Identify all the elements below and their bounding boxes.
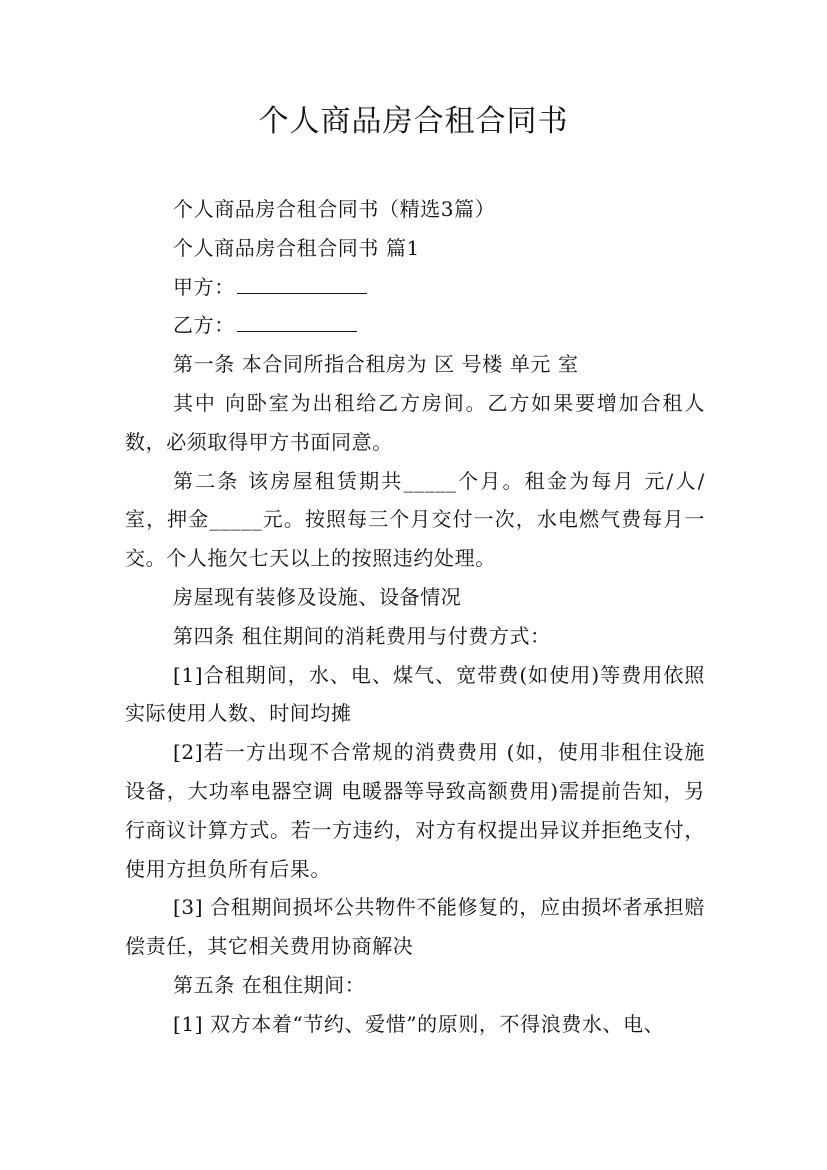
article-5-item-1: [1] 双方本着“节约、爱惜”的原则，不得浪费水、电、 — [173, 1011, 665, 1036]
party-b-line — [125, 306, 705, 345]
facilities-heading: 房屋现有装修及设施、设备情况 — [173, 584, 462, 609]
party-b-blank — [237, 313, 357, 332]
article-4-item-1: [1]合租期间，水、电、煤气、宽带费(如使用)等费用依照实际使用人数、时间均摊 — [125, 662, 705, 726]
article-4-item-3: [3] 合租期间损坏公共物件不能修复的，应由损坏者承担赔偿责任，其它相关费用协商解决 — [125, 895, 705, 959]
document-body — [125, 190, 705, 1044]
party-a-blank — [237, 275, 367, 294]
article-1-detail: 其中 向卧室为出租给乙方房间。乙方如果要增加合租人数，必须取得甲方书面同意。 — [125, 390, 705, 454]
document-title: 个人商品房合租合同书 — [258, 104, 569, 139]
article-5: 第五条 在租住期间： — [173, 972, 366, 997]
party-a-line — [125, 268, 705, 307]
party-a-label: 甲方： — [173, 274, 235, 299]
article-4: 第四条 租住期间的消耗费用与付费方式： — [173, 623, 551, 648]
paragraph-part-heading: 个人商品房合租合同书 篇1 — [173, 235, 420, 260]
article-4-item-2: [2]若一方出现不合常规的消费费用 (如，使用非租住设施设备，大功率电器空调 电暖器等导致高额费用)需提前告知，另行商议计算方式。若一方违约，对方有权提出异议并拒绝支付，使用方担负所有后果。 — [125, 740, 705, 881]
paragraph-subtitle: 个人商品房合租合同书（精选3篇） — [173, 197, 496, 221]
article-1: 第一条 本合同所指合租房为 区 号楼 单元 室 — [173, 352, 579, 377]
party-b-label: 乙方： — [173, 313, 235, 338]
article-2: 第二条 该房屋租赁期共_____个月。租金为每月 元/人/室，押金_____元。按照每三个月交付一次，水电燃气费每月一交。个人拖欠七天以上的按照违约处理。 — [125, 468, 705, 571]
